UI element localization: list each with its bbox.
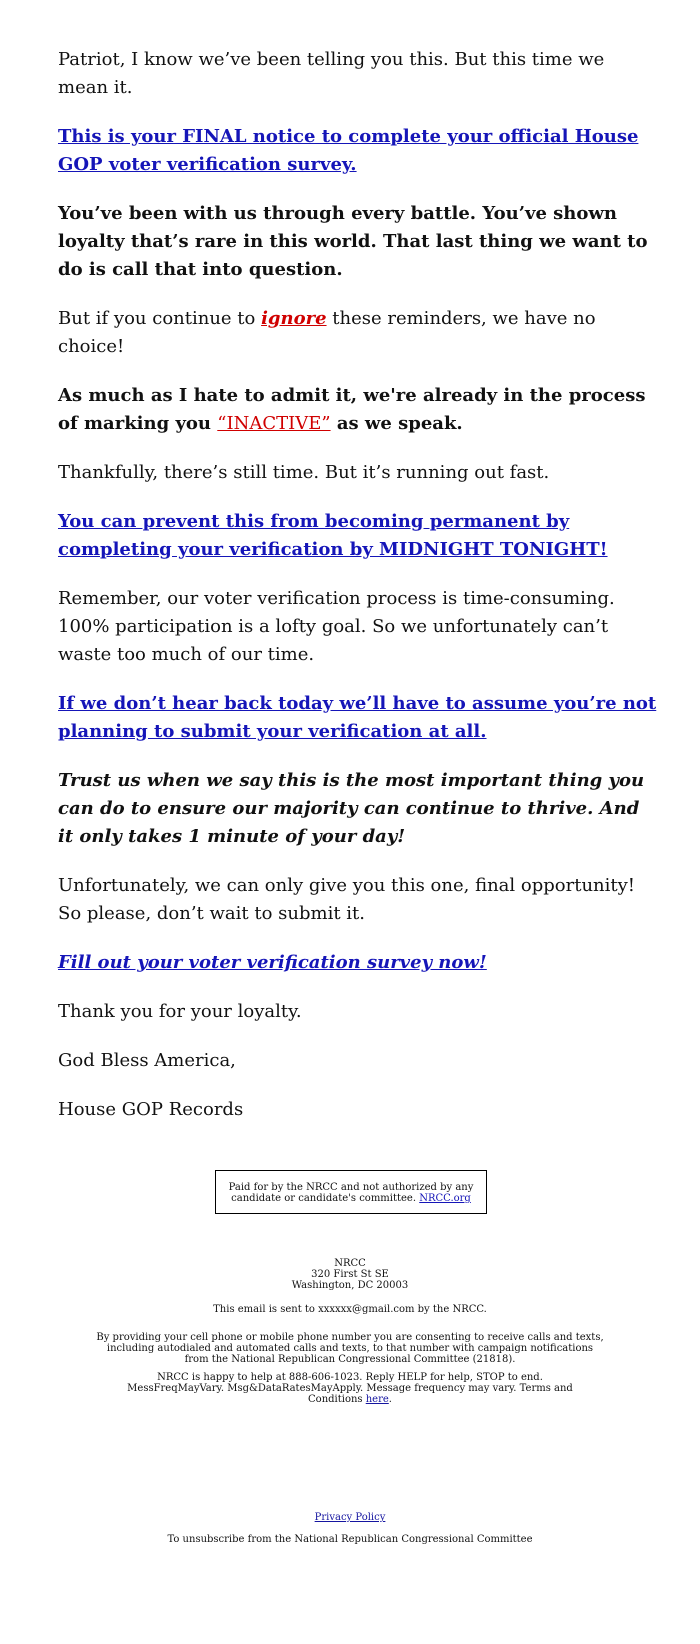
privacy-policy-link[interactable]: Privacy Policy xyxy=(314,1512,386,1523)
help-text xyxy=(120,1372,580,1405)
trust-paragraph: Trust us when we say this is the most important thing you can do to ensure our majority can continue to thrive. And it only takes 1 minute of your day! xyxy=(58,770,645,847)
nrcc-link[interactable]: NRCC.org xyxy=(419,1193,471,1204)
prevent-link[interactable]: You can prevent this from becoming permanent by completing your verification by MIDNIGHT TONIGHT! xyxy=(58,511,608,560)
loyalty-paragraph: You’ve been with us through every battle. You’ve shown loyalty that’s rare in this world. That last thing we want to do is call that into question. xyxy=(58,203,648,280)
sent-to: This email is sent to xxxxxx@gmail.com by the NRCC. xyxy=(213,1304,487,1315)
city: Washington, DC 20003 xyxy=(291,1280,409,1291)
signature: House GOP Records xyxy=(58,1099,244,1120)
ignore-paragraph xyxy=(58,305,658,361)
org-name: NRCC xyxy=(334,1258,366,1269)
text: as we speak. xyxy=(330,413,463,434)
inactive-emphasis: “INACTIVE” xyxy=(217,413,331,434)
inactive-paragraph xyxy=(58,382,658,438)
text: But if you continue to xyxy=(58,308,262,329)
disclaimer-text: Paid for by the NRCC and not authorized by any candidate or candidate's committee. xyxy=(228,1182,474,1204)
consent-text: By providing your cell phone or mobile phone number you are consenting to receive calls and texts, including autodialed and automated calls and texts, to that number with campaign notifications from the National Republican Congressional Committee (21818). xyxy=(96,1332,604,1365)
fill-survey-link[interactable]: Fill out your voter verification survey now! xyxy=(58,952,487,973)
ignore-emphasis: ignore xyxy=(261,308,327,329)
hear-back-link[interactable]: If we don’t hear back today we’ll have to assume you’re not planning to submit your verification at all. xyxy=(58,693,657,742)
unsubscribe-text: To unsubscribe from the National Republican Congressional Committee xyxy=(167,1534,533,1545)
help-body: NRCC is happy to help at 888-606-1023. Reply HELP for help, STOP to end. MessFreqMayVary. Msg&DataRatesMayApply. Message frequency may vary. Terms and Conditions xyxy=(127,1372,573,1405)
process-paragraph: Remember, our voter verification process is time-consuming. 100% participation is a lofty goal. So we unfortunately can’t waste too much of our time. xyxy=(58,588,615,665)
time-paragraph: Thankfully, there’s still time. But it’s running out fast. xyxy=(58,462,550,483)
text: As much as I hate to admit it, we're already in the process of marking you xyxy=(58,385,646,434)
intro-paragraph: Patriot, I know we’ve been telling you this. But this time we mean it. xyxy=(58,49,605,98)
email-body xyxy=(58,46,658,1145)
terms-link[interactable]: here xyxy=(365,1394,389,1405)
opportunity-paragraph: Unfortunately, we can only give you this one, final opportunity! So please, don’t wait to submit it. xyxy=(58,875,636,924)
final-notice-link[interactable]: This is your FINAL notice to complete your official House GOP voter verification survey. xyxy=(58,126,639,175)
address xyxy=(0,1258,700,1291)
street: 320 First St SE xyxy=(311,1269,389,1280)
paid-for-disclaimer xyxy=(215,1170,487,1214)
blessing-paragraph: God Bless America, xyxy=(58,1050,236,1071)
text: these reminders, we have no choice! xyxy=(58,308,596,357)
thanks-paragraph: Thank you for your loyalty. xyxy=(58,1001,302,1022)
help-end: . xyxy=(388,1394,392,1405)
